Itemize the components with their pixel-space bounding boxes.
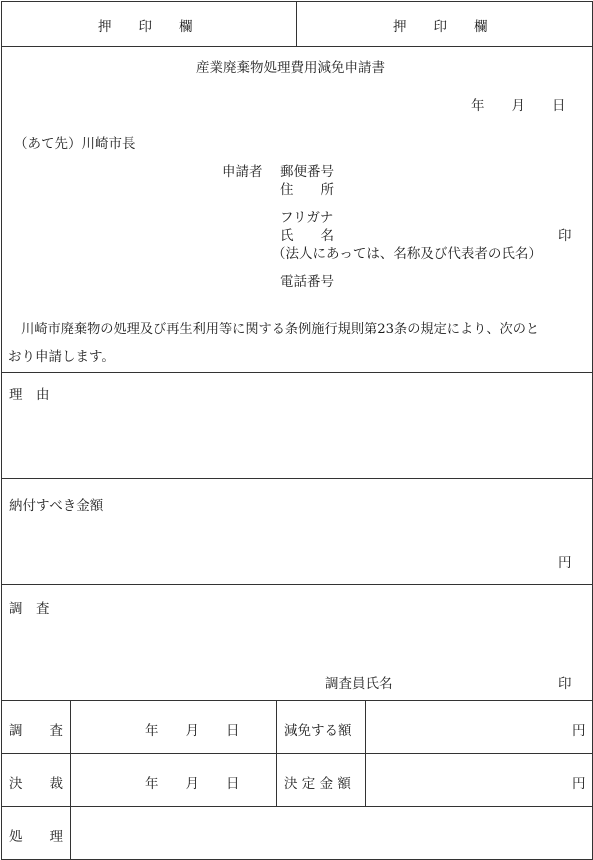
seal-field-right: 押 印 欄 [393, 19, 488, 35]
applicant-seal-mark: 印 [558, 228, 572, 244]
corporation-note: （法人にあっては、名称及び代表者の氏名） [272, 246, 542, 262]
reason-label: 理 由 [9, 387, 50, 403]
form-title: 産業廃棄物処理費用減免申請書 [196, 60, 385, 76]
admin-table-row-rule-1 [1, 753, 593, 754]
name-label: 氏 名 [280, 228, 334, 244]
admin-table-field-column-rule [276, 700, 277, 806]
phone-label: 電話番号 [280, 274, 334, 290]
statement-line-2: おり申請します。 [8, 349, 115, 365]
admin-row-investigation-label: 調 査 [9, 723, 63, 739]
seal-header-divider [296, 1, 297, 46]
applicant-label: 申請者 [222, 164, 263, 180]
postal-code-label: 郵便番号 [280, 164, 334, 180]
payment-amount-label: 納付すべき金額 [9, 498, 104, 514]
investigation-section-bottom-rule [1, 700, 593, 701]
admin-table-value-column-rule [365, 700, 366, 806]
admin-table-row-rule-2 [1, 806, 593, 807]
payment-section-bottom-rule [1, 584, 593, 585]
admin-row-approval-label: 決 裁 [9, 776, 63, 792]
statement-line-1: 川崎市廃棄物の処理及び再生利用等に関する条例施行規則第23条の規定により、次のと [8, 322, 540, 337]
seal-field-left: 押 印 欄 [98, 19, 193, 35]
application-section-bottom-rule [1, 372, 593, 373]
payment-amount-unit: 円 [558, 555, 572, 571]
admin-row-processing-label: 処 理 [9, 829, 63, 845]
investigation-label: 調 査 [9, 601, 50, 617]
reduction-amount-label: 減免する額 [284, 723, 352, 739]
reduction-amount-unit: 円 [572, 723, 586, 739]
decided-amount-label: 決 定 金 額 [284, 776, 351, 792]
address-label: 住 所 [280, 182, 334, 198]
inspector-name-label: 調査員氏名 [325, 676, 393, 692]
furigana-label: フリガナ [280, 210, 334, 226]
decided-amount-unit: 円 [572, 776, 586, 792]
admin-row-approval-date: 年 月 日 [145, 776, 240, 792]
seal-header-bottom-rule [1, 46, 593, 47]
reason-section-bottom-rule [1, 478, 593, 479]
admin-row-investigation-date: 年 月 日 [145, 723, 240, 739]
inspector-seal-mark: 印 [558, 676, 572, 692]
application-date: 年 月 日 [471, 98, 566, 114]
addressee: （あて先）川崎市長 [14, 136, 136, 152]
admin-table-label-column-rule [70, 700, 71, 860]
